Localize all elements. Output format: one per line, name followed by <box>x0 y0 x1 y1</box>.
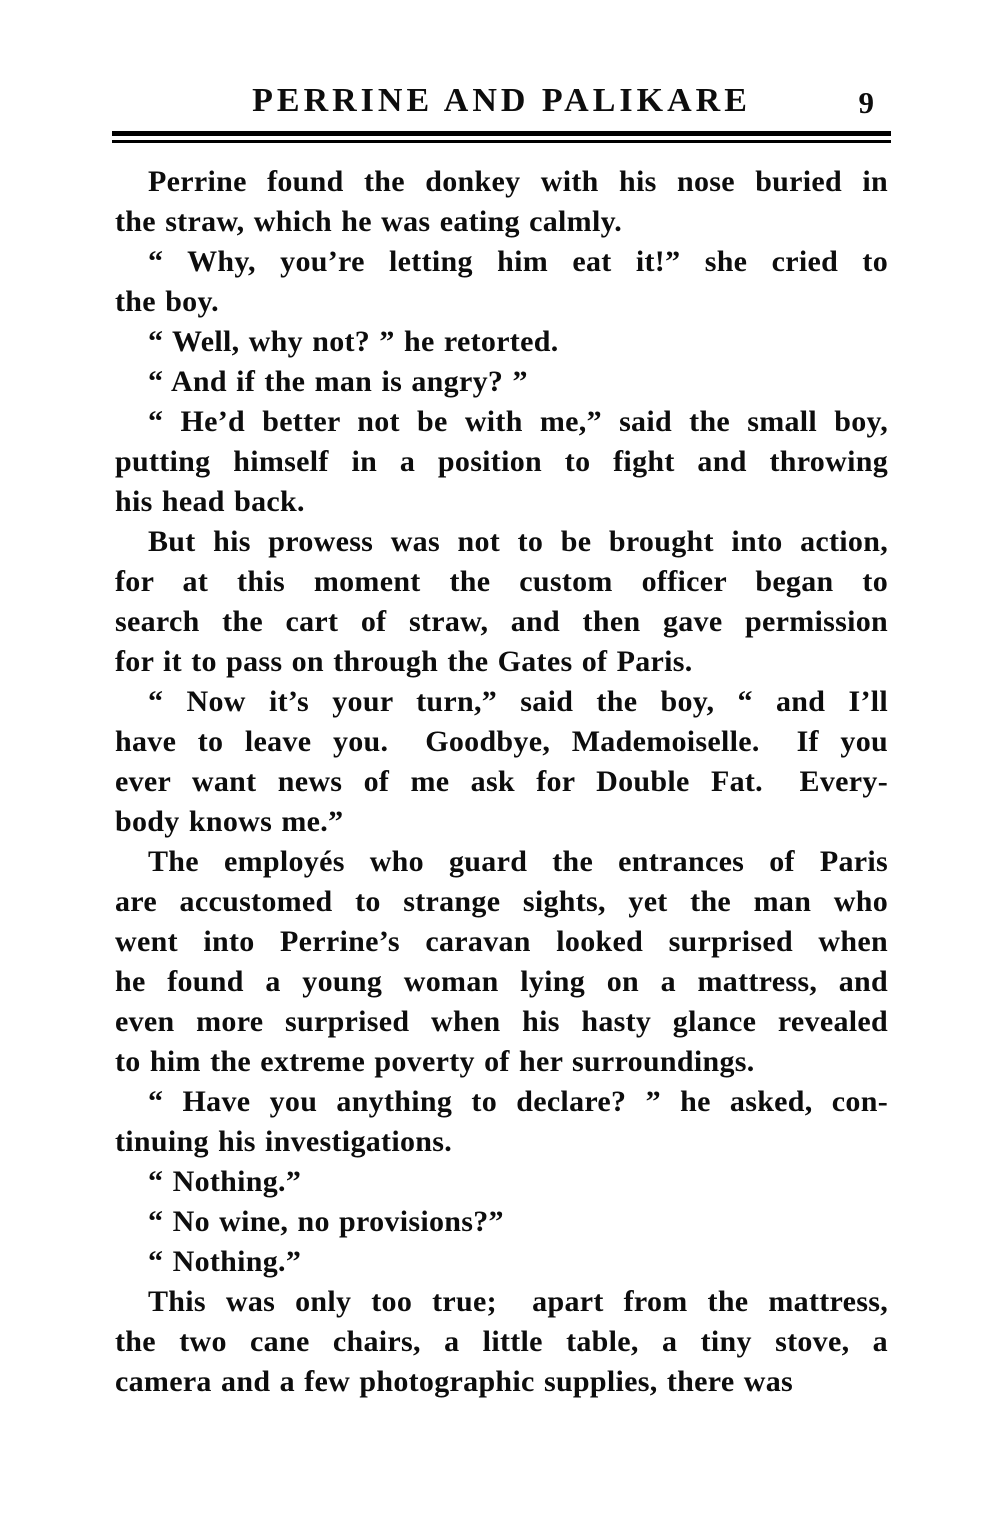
paragraph <box>115 162 888 242</box>
text-line: But his prowess was not to be brought into action, <box>148 525 888 558</box>
text-line: “ And if the man is angry? ” <box>148 365 528 398</box>
text-line: are accustomed to strange sights, yet the man who <box>115 885 888 918</box>
page-number: 9 <box>858 85 874 120</box>
text-line: “ No wine, no provisions?” <box>148 1205 504 1238</box>
text-line: body knows me.” <box>115 805 344 838</box>
paragraph <box>115 402 888 522</box>
text-line: for it to pass on through the Gates of Paris. <box>115 645 693 678</box>
text-line: have to leave you. Goodbye, Mademoiselle. If you <box>115 725 888 758</box>
text-line: “ Have you anything to declare? ” he asked, con- <box>148 1085 888 1118</box>
text-line: “ Well, why not? ” he retorted. <box>148 325 559 358</box>
text-line: tinuing his investigations. <box>115 1125 453 1158</box>
text-line: “ Why, you’re letting him eat it!” she cried to <box>148 245 888 278</box>
text-line: went into Perrine’s caravan looked surprised when <box>115 925 888 958</box>
paragraph <box>115 322 888 362</box>
paragraph <box>115 1202 888 1242</box>
paragraph <box>115 842 888 1082</box>
text-line: ever want news of me ask for Double Fat. Every- <box>115 765 888 798</box>
text-line: putting himself in a position to fight and throwing <box>115 445 888 478</box>
text-line: Perrine found the donkey with his nose buried in <box>148 165 888 198</box>
header-double-rule <box>112 131 891 143</box>
text-line: the two cane chairs, a little table, a tiny stove, a <box>115 1325 888 1358</box>
text-line: to him the extreme poverty of her surroundings. <box>115 1045 755 1078</box>
paragraph <box>115 1242 888 1282</box>
paragraph <box>115 522 888 682</box>
page-header <box>115 82 888 126</box>
text-line: for at this moment the custom officer began to <box>115 565 888 598</box>
text-line: camera and a few photographic supplies, there was <box>115 1365 793 1398</box>
text-line: “ Now it’s your turn,” said the boy, “ and I’ll <box>148 685 888 718</box>
paragraph <box>115 1082 888 1162</box>
paragraph <box>115 682 888 842</box>
running-title: PERRINE AND PALIKARE <box>252 82 751 119</box>
paragraph <box>115 362 888 402</box>
text-line: The employés who guard the entrances of Paris <box>148 845 888 878</box>
text-line: “ He’d better not be with me,” said the small boy, <box>148 405 888 438</box>
text-line: the straw, which he was eating calmly. <box>115 205 623 238</box>
text-line: “ Nothing.” <box>148 1245 302 1278</box>
text-line: his head back. <box>115 485 305 518</box>
text-line: This was only too true; apart from the mattress, <box>148 1285 888 1318</box>
body-text <box>115 162 888 1402</box>
text-line: he found a young woman lying on a mattress, and <box>115 965 888 998</box>
paragraph <box>115 1282 888 1402</box>
text-line: search the cart of straw, and then gave permission <box>115 605 888 638</box>
paragraph <box>115 1162 888 1202</box>
text-line: “ Nothing.” <box>148 1165 302 1198</box>
text-line: the boy. <box>115 285 219 318</box>
text-line: even more surprised when his hasty glance revealed <box>115 1005 888 1038</box>
paragraph <box>115 242 888 322</box>
